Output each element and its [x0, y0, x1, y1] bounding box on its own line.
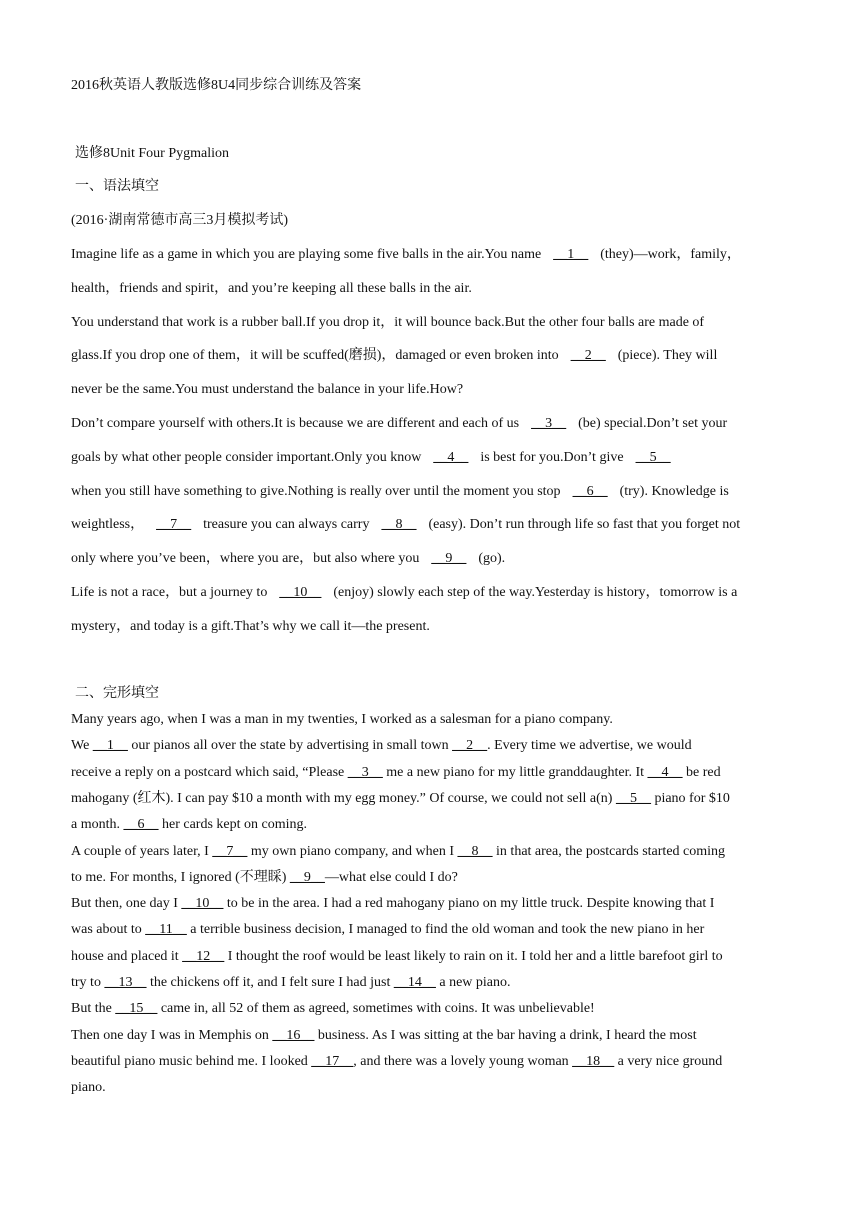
passage-line: [71, 347, 717, 365]
blank-number: __6__: [123, 817, 159, 833]
passage-line: [71, 1079, 106, 1097]
passage-text: to be in the area. I had a red mahogany piano on my little truck. Despite knowing that I: [223, 896, 715, 912]
passage-text: a terrible business decision, I managed to find the old woman and took the new piano in her: [186, 922, 705, 938]
blank-number: __5__: [635, 449, 671, 465]
passage-text: her cards kept on coming.: [158, 817, 308, 833]
passage-text: goals by what other people consider important.Only you know: [71, 449, 422, 465]
passage-text: But then, one day I: [71, 896, 182, 912]
passage-text: came in, all 52 of them as agreed, sometimes with coins. It was unbelievable!: [157, 1001, 595, 1017]
passage-text: to me. For months, I ignored (不理睬): [71, 869, 290, 885]
passage-line: [71, 974, 511, 992]
blank-number: __12__: [182, 948, 225, 964]
passage-line: [71, 1053, 722, 1071]
passage-text: beautiful piano music behind me. I looked: [71, 1053, 312, 1069]
passage-line: [71, 381, 463, 399]
passage-text: We: [71, 738, 93, 754]
passage-text: Life is not a race，but a journey to: [71, 585, 268, 600]
passage-line: [71, 618, 430, 636]
passage-line: [71, 1000, 595, 1018]
section1-source: (2016·湖南常德市高三3月模拟考试): [71, 213, 288, 228]
passage-line: [71, 1027, 697, 1045]
passage-line: [71, 790, 730, 808]
passage-text: (they)—work，family，: [600, 247, 741, 262]
passage-text: my own piano company, and when I: [247, 843, 458, 859]
passage-text: piano for $10: [650, 790, 730, 806]
passage-text: (be) special.Don’t set your: [578, 416, 728, 431]
section2-heading: 二、完形填空: [75, 686, 159, 701]
passage-text: mahogany (红木). I can pay $10 a month with my egg money.” Of course, we could not sell a(n): [71, 790, 616, 806]
passage-line: [71, 843, 725, 861]
passage-text: business. As I was sitting at the bar having a drink, I heard the most: [314, 1027, 697, 1043]
blank-number: __10__: [181, 896, 224, 912]
document-title: 2016秋英语人教版选修8U4同步综合训练及答案: [71, 78, 362, 93]
passage-text: in that area, the postcards started coming: [492, 843, 726, 859]
passage-text: our pianos all over the state by advertising in small town: [127, 738, 453, 754]
blank-number: __8__: [457, 843, 493, 859]
passage-text: . Every time we advertise, we would: [487, 738, 692, 754]
passage-line: [71, 948, 723, 966]
passage-text: was about to: [71, 922, 146, 938]
passage-line: [71, 280, 472, 298]
passage-text: a new piano.: [435, 975, 511, 990]
passage-line: [71, 921, 704, 939]
passage-text: A couple of years later, I: [71, 843, 213, 859]
blank-number: __1__: [553, 247, 589, 262]
blank-number: __4__: [647, 764, 683, 780]
passage-text: mystery，and today is a gift.That’s why we call it—the present.: [71, 618, 430, 634]
passage-text: piano.: [71, 1080, 106, 1096]
passage-text: Then one day I was in Memphis on: [71, 1027, 273, 1043]
blank-number: __9__: [289, 869, 325, 885]
passage-text: a very nice ground: [614, 1053, 723, 1069]
passage-text: weightless，: [71, 517, 145, 533]
passage-line: [71, 246, 741, 264]
blank-number: __3__: [347, 764, 383, 780]
passage-line: [71, 737, 692, 755]
passage-text: is best for you.Don’t give: [480, 449, 624, 465]
passage-text: the chickens off it, and I felt sure I had just: [146, 975, 394, 990]
passage-text: glass.If you drop one of them，it will be scuffed(磨损)，damaged or even broken into: [71, 348, 559, 364]
passage-text: (easy). Don’t run through life so fast that you forget not: [428, 517, 741, 533]
passage-text: house and placed it: [71, 948, 183, 964]
section1-heading: 一、语法填空: [75, 179, 159, 194]
passage-text: treasure you can always carry: [203, 517, 370, 533]
passage-text: Many years ago, when I was a man in my twenties, I worked as a salesman for a piano company.: [71, 712, 613, 727]
passage-text: (piece). They will: [617, 348, 718, 364]
passage-line: [71, 895, 714, 913]
passage-text: (try). Knowledge is: [619, 483, 729, 499]
passage-text: I thought the roof would be least likely to rain on it. I told her and a little barefoot girl to: [224, 948, 723, 964]
blank-number: __2__: [570, 348, 606, 364]
blank-number: __15__: [115, 1001, 158, 1017]
passage-text: You understand that work is a rubber ball.If you drop it，it will bounce back.But the other four balls are made of: [71, 314, 705, 330]
passage-text: —what else could I do?: [324, 869, 458, 885]
passage-text: never be the same.You must understand the balance in your life.How?: [71, 382, 464, 398]
passage-text: Imagine life as a game in which you are playing some five balls in the air.You name: [71, 247, 542, 262]
passage-text: (go).: [478, 551, 506, 567]
blank-number: __6__: [572, 483, 608, 499]
passage-line: [71, 869, 458, 887]
blank-number: __5__: [615, 790, 651, 806]
blank-number: __4__: [433, 449, 469, 465]
passage-text: health，friends and spirit，and you’re keeping all these balls in the air.: [71, 280, 472, 296]
passage-text: me a new piano for my little granddaughter. It: [382, 764, 648, 780]
passage-line: [71, 764, 721, 782]
passage-text: (enjoy) slowly each step of the way.Yesterday is history，tomorrow is a: [333, 585, 738, 600]
passage-text: try to: [71, 975, 105, 990]
passage-line: [71, 550, 505, 568]
blank-number: __18__: [572, 1053, 615, 1069]
passage-line: [71, 711, 613, 729]
passage-text: a month.: [71, 817, 124, 833]
passage-line: [71, 584, 737, 602]
blank-number: __11__: [145, 922, 187, 938]
passage-text: But the: [71, 1001, 116, 1017]
passage-line: [71, 483, 729, 501]
passage-line: [71, 449, 683, 467]
passage-text: receive a reply on a postcard which said, “Please: [71, 764, 348, 780]
blank-number: __8__: [381, 517, 417, 533]
passage-text: only where you’ve been，where you are，but also where you: [71, 551, 420, 567]
blank-number: __17__: [311, 1053, 354, 1069]
passage-text: when you still have something to give.Nothing is really over until the moment you stop: [71, 483, 561, 499]
blank-number: __7__: [212, 843, 248, 859]
blank-number: __9__: [431, 551, 467, 567]
blank-number: __7__: [156, 517, 192, 533]
blank-number: __10__: [279, 585, 322, 600]
passage-line: [71, 314, 704, 332]
blank-number: __1__: [92, 738, 128, 754]
passage-text: be red: [682, 764, 721, 780]
passage-line: [71, 816, 307, 834]
blank-number: __3__: [531, 416, 567, 431]
unit-heading: 选修8Unit Four Pygmalion: [75, 146, 230, 161]
passage-line: [71, 516, 740, 534]
passage-line: [71, 415, 727, 433]
passage-text: Don’t compare yourself with others.It is because we are different and each of us: [71, 416, 520, 431]
passage-text: , and there was a lovely young woman: [353, 1053, 573, 1069]
blank-number: __16__: [272, 1027, 315, 1043]
blank-number: __14__: [393, 975, 436, 990]
blank-number: __13__: [104, 975, 147, 990]
blank-number: __2__: [452, 738, 488, 754]
